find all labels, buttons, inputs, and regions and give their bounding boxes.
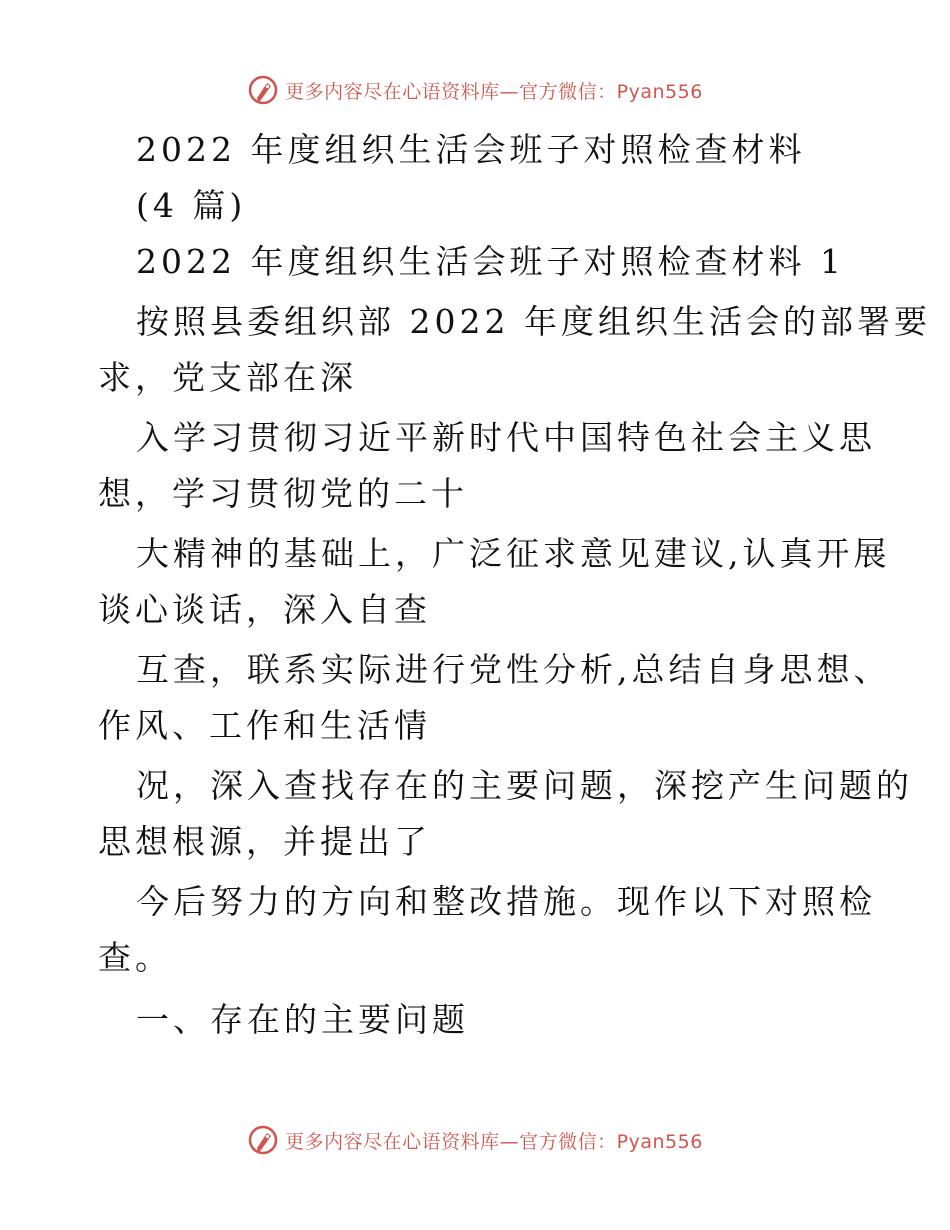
footer-watermark-banner [0, 1120, 950, 1160]
header-watermark-text: 更多内容尽在心语资料库—官方微信：Pyan556 [285, 80, 703, 103]
pen-nib-logo-icon [247, 1124, 279, 1156]
paragraph-line: 互查，联系实际进行党性分析,总结自身思想、 [136, 650, 891, 689]
paragraph-line: 求，党支部在深 [98, 358, 357, 397]
section-title: 2022 年度组织生活会班子对照检查材料 1 [136, 242, 845, 281]
paragraph-line: 按照县委组织部 2022 年度组织生活会的部署要 [136, 302, 931, 341]
paragraph-line: 入学习贯彻习近平新时代中国特色社会主义思 [136, 418, 876, 457]
paragraph-line: 况，深入查找存在的主要问题，深挖产生问题的 [136, 766, 913, 805]
paragraph-line: 今后努力的方向和整改措施。现作以下对照检 [136, 882, 876, 921]
section-heading: 一、存在的主要问题 [136, 1000, 469, 1039]
document-title: 2022 年度组织生活会班子对照检查材料 [136, 130, 806, 169]
paragraph-line: 谈心谈话，深入自查 [98, 590, 431, 629]
paragraph-line: 思想根源，并提出了 [98, 822, 431, 861]
paragraph-line: 作风、工作和生活情 [98, 706, 431, 745]
paragraph-line: 想，学习贯彻党的二十 [98, 474, 468, 513]
footer-watermark-text: 更多内容尽在心语资料库—官方微信：Pyan556 [285, 1130, 703, 1153]
paragraph-line: 大精神的基础上，广泛征求意见建议,认真开展 [136, 534, 891, 573]
paragraph-line: 查。 [98, 938, 172, 977]
document-subtitle: (4 篇) [136, 186, 247, 225]
